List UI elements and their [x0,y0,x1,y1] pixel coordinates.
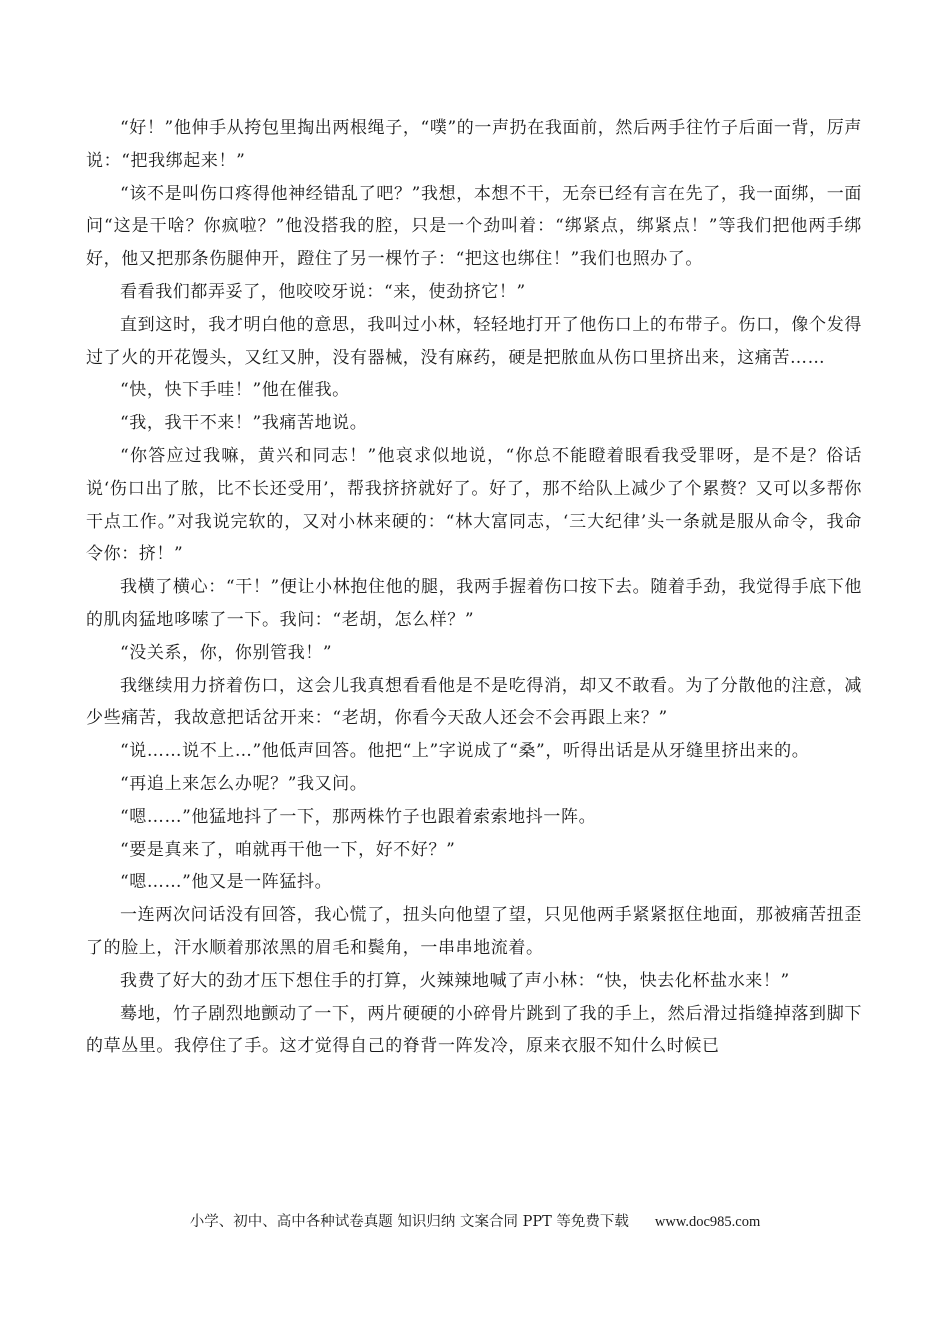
footer-text: 小学、初中、高中各种试卷真题 知识归纳 文案合同 PPT 等免费下载 [189,1214,629,1230]
paragraph: 直到这时，我才明白他的意思，我叫过小林，轻轻地打开了他伤口上的布带子。伤口，像个发得过了火的开花馒头，又红又肿，没有器械，没有麻药，硬是把脓血从伤口里挤出来，这痛苦…… [86,314,862,368]
paragraph: “说……说不上…”他低声回答。他把“上”字说成了“桑”，听得出话是从牙缝里挤出来的。 [120,741,810,762]
paragraph: “再追上来怎么办呢？”我又问。 [120,773,368,794]
paragraph: “嗯……”他猛地抖了一下，那两株竹子也跟着索索地抖一阵。 [120,806,597,827]
paragraph: 蓦地，竹子剧烈地颤动了一下，两片硬硬的小碎骨片跳到了我的手上，然后滑过指缝掉落到脚下的草丛里。我停住了手。这才觉得自己的脊背一阵发冷，原来衣服不知什么时候已 [86,1003,862,1057]
paragraph: “要是真来了，咱就再干他一下，好不好？” [120,839,456,860]
paragraph: 一连两次问话没有回答，我心慌了，扭头向他望了望，只见他两手紧紧抠住地面，那被痛苦扭歪了的脸上，汗水顺着那浓黑的眉毛和鬓角，一串串地流着。 [86,905,862,958]
paragraph: “好！”他伸手从挎包里掏出两根绳子，“噗”的一声扔在我面前，然后两手往竹子后面一背，厉声说：“把我绑起来！” [86,118,862,171]
paragraph: “我，我干不来！”我痛苦地说。 [120,413,368,434]
paragraph: “该不是叫伤口疼得他神经错乱了吧？”我想，本想不干，无奈已经有言在先了，我一面绑，一面问“这是干啥？你疯啦？”他没搭我的腔，只是一个劲叫着：“绑紧点，绑紧点！”等我们把他两手绑好，他又把那条伤腿伸开，蹬住了另一棵竹子：“把这也绑住！”我们也照办了。 [86,183,862,270]
paragraph: 我横了横心：“干！”便让小林抱住他的腿，我两手握着伤口按下去。随着手劲，我觉得手底下他的肌肉猛地哆嗦了一下。我问：“老胡，怎么样？” [86,577,862,630]
paragraph: “嗯……”他又是一阵猛抖。 [120,872,333,893]
paragraph: “没关系，你，你别管我！” [120,642,333,663]
page-footer [0,1210,950,1234]
footer-site-link[interactable]: www.doc985.com [654,1214,761,1230]
document-body [86,112,862,1063]
paragraph: “快，快下手哇！”他在催我。 [120,380,350,401]
paragraph: 我继续用力挤着伤口，这会儿我真想看看他是不是吃得消，却又不敢看。为了分散他的注意，减少些痛苦，我故意把话岔开来：“老胡，你看今天敌人还会不会再跟上来？” [86,675,862,729]
paragraph: “你答应过我嘛，黄兴和同志！”他哀求似地说，“你总不能瞪着眼看我受罪呀，是不是？俗话说‘伤口出了脓，比不长还受用’，帮我挤挤就好了。好了，那不给队上减少了个累赘？又可以多帮你干点工作。”对我说完软的，又对小林来硬的：“林大富同志，‘三大纪律’头一条就是服从命令，我命令你：挤！” [86,445,862,565]
paragraph: 我费了好大的劲才压下想住手的打算，火辣辣地喊了声小林：“快，快去化杯盐水来！” [120,970,790,991]
paragraph: 看看我们都弄妥了，他咬咬牙说：“来，使劲挤它！” [120,281,526,302]
